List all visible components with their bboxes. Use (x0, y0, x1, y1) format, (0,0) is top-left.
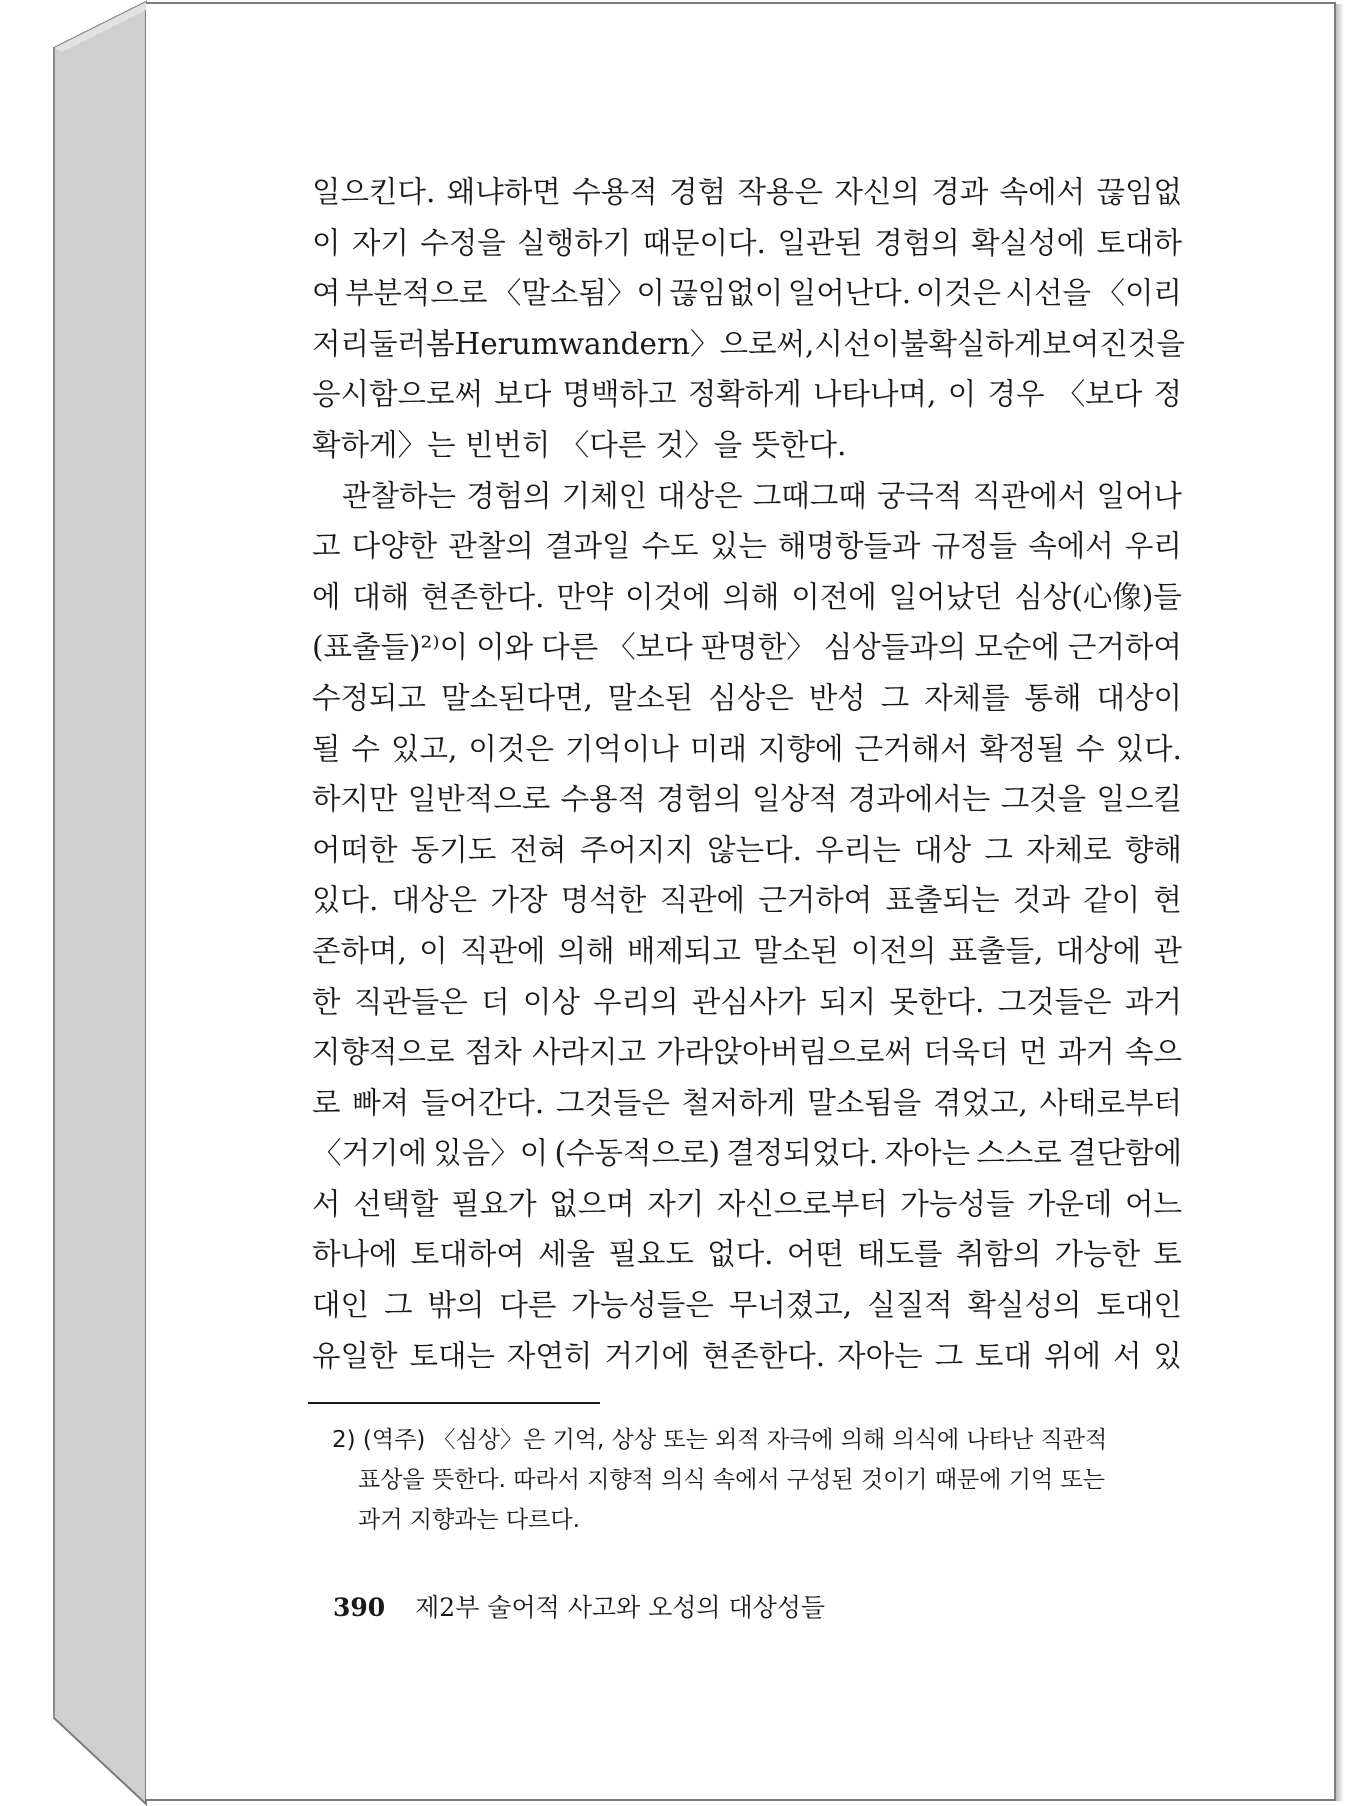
word: 이전의 (850, 933, 937, 968)
word: 나타나며, (813, 377, 937, 412)
word: 가장 (490, 883, 548, 918)
word: 자체로 (1026, 832, 1112, 867)
word: 자아는 (837, 1338, 923, 1373)
word: 가능한 (1054, 1237, 1141, 1272)
word: 저리 (312, 326, 369, 361)
word: 일반적으로 (407, 782, 551, 817)
word: 스스로 (976, 1136, 1062, 1171)
word: 토대인 (1096, 1288, 1182, 1323)
footnote-divider (308, 1402, 600, 1404)
word: 자체를 (924, 680, 1010, 715)
word: 판명한〉 (700, 630, 816, 665)
word: 다른 (541, 630, 599, 665)
word: 동기도 (410, 832, 497, 867)
word: 있 (1153, 1338, 1182, 1373)
word: 이것에 (625, 579, 711, 614)
word: 이전에 (791, 579, 877, 614)
word: 자신의 (834, 175, 920, 209)
word: 존하며, (312, 933, 407, 968)
text-line (312, 673, 1182, 724)
word: 거기에 (604, 1338, 690, 1373)
word: 불확실하게 (899, 326, 1043, 361)
word: 모순에 (974, 630, 1060, 665)
word: 확실성에 (971, 225, 1086, 260)
word: 끊임없이 (669, 276, 784, 311)
word: 있다. (1115, 731, 1182, 766)
word: 서 (1112, 1338, 1142, 1373)
text-line (312, 319, 1185, 370)
word: 토대 (975, 1338, 1033, 1373)
word: 수정되고 (312, 680, 426, 715)
word: 과거 (1124, 984, 1182, 1019)
word: 만약 (556, 579, 614, 614)
word: 것과 (1012, 883, 1070, 918)
word: 이와 (476, 630, 534, 665)
word: 대상이 (1096, 680, 1182, 715)
word: 것을 (1127, 326, 1185, 361)
book-spine (0, 0, 150, 1806)
word: 이것은 (915, 276, 1002, 311)
word: 가운데 (1026, 1186, 1113, 1221)
word: 관찰하는 (342, 478, 456, 513)
word: 더 (481, 984, 510, 1019)
word: 다양한 (351, 529, 438, 564)
word: 속에서 (1028, 529, 1114, 564)
word: 〈보다 (606, 630, 693, 665)
word: 〈이리 (1095, 276, 1182, 311)
word: 확실성의 (967, 1288, 1082, 1323)
word: 그것들은 (555, 1085, 670, 1120)
word: 사태로부터 (1039, 1085, 1182, 1120)
word: 어떠한 (312, 832, 398, 867)
word: 의해 (557, 933, 615, 968)
word: 정확하게 (687, 377, 802, 412)
word: 하나에 (312, 1237, 398, 1272)
word: 실질적 (867, 1288, 953, 1323)
word: 수용적 (572, 175, 658, 209)
word: 대상은 (657, 478, 743, 513)
word: 그것들은 (997, 984, 1112, 1019)
word: 여 (312, 276, 341, 311)
text-line (312, 1078, 1182, 1129)
word: 경험의 (874, 225, 960, 260)
page-footer (333, 1588, 825, 1624)
word: 수 (351, 731, 381, 766)
word: 들어간다. (420, 1085, 545, 1120)
word: 결단함에 (1067, 1136, 1182, 1171)
word: 이 (419, 933, 448, 968)
word: 궁극적 (876, 478, 963, 513)
word: Herumwandern〉으로써, (454, 326, 815, 361)
word: 일관된 (777, 225, 863, 260)
text-line (312, 1280, 1182, 1331)
word: 자기 (351, 225, 409, 260)
word: 가라앉아버림으로써 (656, 1035, 913, 1070)
word: 자아는 (884, 1136, 970, 1171)
word: 이상 (522, 984, 580, 1019)
word: 보여진 (1042, 326, 1128, 361)
word: 있고, (391, 731, 458, 766)
word: 선택할 (353, 1186, 439, 1221)
word: 위에 (1044, 1338, 1101, 1373)
word: 못한다. (889, 984, 985, 1019)
text-line: 확하게〉는 빈번히 〈다른 것〉을 뜻한다. (312, 427, 847, 462)
word: 현존한다. (701, 1338, 826, 1373)
word: 반성 (808, 680, 866, 715)
word: 말소된 (753, 933, 839, 968)
word: 이것은 (468, 731, 554, 766)
word: 밖의 (427, 1288, 485, 1323)
text-line (312, 977, 1182, 1028)
word: 통해 (1024, 680, 1082, 715)
text-line (312, 268, 1182, 319)
word: 철저하게 (681, 1085, 796, 1120)
word: 확정될 (979, 731, 1065, 766)
word: 일으킬 (1096, 782, 1182, 817)
word: 경과에서는 (847, 782, 991, 817)
word: 배제되고 (626, 933, 741, 968)
word: 이 (947, 377, 977, 412)
word: 다른 (499, 1288, 557, 1323)
word: 수정을 (420, 225, 506, 260)
word: 수도 (641, 529, 699, 564)
word: 에 (312, 579, 341, 614)
word: (표출들)²⁾이 (312, 630, 469, 665)
running-head: 제2부 술어적 사고와 오성의 대상성들 (415, 1593, 826, 1622)
word: 같이 (1083, 883, 1141, 918)
footnote-line: 표상을 뜻한다. 따라서 지향적 의식 속에서 구성된 것이기 때문에 기억 또는 (358, 1467, 1105, 1493)
footnote-line: 과거 지향과는 다르다. (358, 1507, 580, 1533)
word: 이 (312, 225, 341, 260)
word: 대해 (352, 579, 410, 614)
word: 직관에서 (972, 478, 1087, 513)
word: 있다. (312, 883, 379, 918)
word: 대인 (312, 1288, 369, 1323)
word: 경과 (931, 175, 989, 209)
word: 둘러봄 (369, 326, 455, 361)
word: 대상 (914, 832, 972, 867)
word: 대상에 (1055, 933, 1142, 968)
text-line (312, 1179, 1182, 1230)
text-line (312, 1027, 1182, 1078)
word: 세울 (538, 1237, 596, 1272)
word: 우리 (1124, 529, 1182, 564)
word: 겪었고, (932, 1085, 1028, 1120)
word: (수동적으로) (554, 1136, 721, 1171)
text-line (312, 1128, 1182, 1179)
word: 전혀 (509, 832, 567, 867)
word: 있는 (709, 529, 767, 564)
word: 말소된다면, (440, 680, 593, 715)
word: 되지 (819, 984, 877, 1019)
word: 직관에 (459, 933, 546, 968)
text-line (312, 724, 1182, 775)
word: 명백하고 (562, 377, 677, 412)
word: 토대하여 (410, 1237, 525, 1272)
word: 고 (312, 529, 341, 564)
word: 왜냐하면 (446, 175, 561, 209)
text-line (312, 875, 1182, 926)
word: 과거 (1057, 1035, 1115, 1070)
word: 유일한 (312, 1338, 398, 1373)
word: 표출되는 (885, 883, 1000, 918)
word: 심상들과의 (823, 630, 967, 665)
text-line (312, 521, 1182, 572)
word: 〈말소됨〉이 (491, 276, 665, 311)
word: 우리의 (593, 984, 679, 1019)
word: 어느 (1124, 1186, 1182, 1221)
word: 현존한다. (421, 579, 545, 614)
word: 속으 (1124, 1035, 1182, 1070)
word: 없다. (707, 1237, 774, 1272)
word: 결과일 (544, 529, 631, 564)
word: 그 (934, 1338, 964, 1373)
word: 정 (1153, 377, 1182, 412)
word: 직관에 (659, 883, 745, 918)
word: 명석한 (560, 883, 647, 918)
word: 한 (312, 984, 341, 1019)
word: 무너졌고, (728, 1288, 853, 1323)
word: 자연히 (506, 1338, 593, 1373)
word: 로 (312, 1085, 341, 1120)
text-line (312, 572, 1182, 623)
word: 현 (1153, 883, 1182, 918)
word: 근거해서 (854, 731, 969, 766)
word: 가능성들 (900, 1186, 1015, 1221)
word: 지향적으로 (312, 1035, 455, 1070)
word: 때문이다. (642, 225, 766, 260)
word: 〈거기에 (312, 1136, 427, 1171)
text-line (312, 926, 1182, 977)
footnote (332, 1420, 1184, 1540)
word: 토대는 (409, 1338, 495, 1373)
word: 심상(心像)들 (1014, 579, 1182, 614)
word: 서 (312, 1186, 341, 1221)
word: 직관들은 (353, 984, 468, 1019)
text-line (312, 622, 1182, 673)
page-number: 390 (333, 1593, 386, 1622)
word: 자신으로부터 (716, 1186, 888, 1221)
word: 그것을 (1000, 782, 1087, 817)
word: 결정되었다. (726, 1136, 879, 1171)
word: 있음〉이 (433, 1136, 549, 1171)
word: 그 (880, 680, 910, 715)
word: 대상은 (391, 883, 478, 918)
word: 토 (1153, 1237, 1182, 1272)
word: 경험의 (466, 478, 552, 513)
word: 자기 (647, 1186, 705, 1221)
word: 시선을 (1005, 276, 1091, 311)
word: 필요도 (608, 1237, 694, 1272)
book-spine-shape (0, 0, 150, 1806)
word: 경우 (987, 377, 1045, 412)
word: 필요가 (451, 1186, 537, 1221)
word: 표출들, (948, 933, 1044, 968)
text-line (312, 167, 1182, 218)
word: 작용은 (737, 175, 823, 209)
word: 시선이 (814, 326, 900, 361)
word: 관 (1153, 933, 1182, 968)
word: 어떤 (786, 1237, 844, 1272)
word: 끊임없 (1096, 175, 1182, 209)
word: 않는다. (707, 832, 802, 867)
word: 미래 (689, 731, 747, 766)
word: 보다 (494, 377, 552, 412)
word: 경험의 (656, 782, 742, 817)
text-line (312, 369, 1182, 420)
text-line (312, 218, 1182, 269)
word: 해명항들과 (777, 529, 921, 564)
word: 근거하여 (1067, 630, 1182, 665)
word: 우리는 (815, 832, 901, 867)
word: 토대하 (1096, 225, 1182, 260)
word: 먼 (1018, 1035, 1048, 1070)
word: 근거하여 (758, 883, 873, 918)
word: 수 (1076, 731, 1105, 766)
text-line (312, 1229, 1182, 1280)
word: 지향에 (757, 731, 844, 766)
word: 태도를 (857, 1237, 943, 1272)
word: 경험 (669, 175, 727, 209)
word: 실행하기 (517, 225, 632, 260)
word: 취함의 (955, 1237, 1042, 1272)
word: 그 (383, 1288, 413, 1323)
word: 그때그때 (752, 478, 867, 513)
text-line (312, 825, 1182, 876)
word: 주어지지 (579, 832, 694, 867)
word: 더욱더 (923, 1035, 1009, 1070)
text-line (312, 1331, 1182, 1382)
text-line (312, 471, 1182, 522)
word: 가능성들은 (571, 1288, 714, 1323)
text-line (312, 774, 1182, 825)
word: 관심사가 (691, 984, 806, 1019)
word: 일으킨다. (312, 175, 436, 209)
word: 사라지고 (532, 1035, 647, 1070)
word: 하지만 (312, 782, 398, 817)
word: 그 (984, 832, 1013, 867)
word: 말소됨을 (807, 1085, 922, 1120)
word: 말소된 (607, 680, 694, 715)
word: 심상은 (708, 680, 794, 715)
word: 향해 (1124, 832, 1182, 867)
word: 점차 (464, 1035, 522, 1070)
word: 기체인 (561, 478, 648, 513)
word: 없으며 (549, 1186, 635, 1221)
word: 〈보다 (1055, 377, 1143, 412)
word: 빠져 (352, 1085, 410, 1120)
word: 될 (312, 731, 341, 766)
word: 일상적 (752, 782, 838, 817)
word: 부분적으로 (344, 276, 488, 311)
word: 속에서 (999, 175, 1086, 209)
word: 규정들 (931, 529, 1018, 564)
footnote-line: 2) (역주) 〈심상〉은 기억, 상상 또는 외적 자극에 의해 의식에 나타난 직관적 (332, 1427, 1108, 1453)
word: 일어났던 (888, 579, 1003, 614)
word: 응시함으로써 (312, 377, 483, 412)
word: 수용적 (560, 782, 647, 817)
word: 의해 (722, 579, 780, 614)
word: 일어나 (1096, 478, 1182, 513)
page-edge-shadow (1336, 4, 1344, 1801)
word: 관찰의 (448, 529, 534, 564)
word: 기억이나 (564, 731, 679, 766)
word: 일어난다. (787, 276, 912, 311)
body-text (312, 167, 1185, 1381)
